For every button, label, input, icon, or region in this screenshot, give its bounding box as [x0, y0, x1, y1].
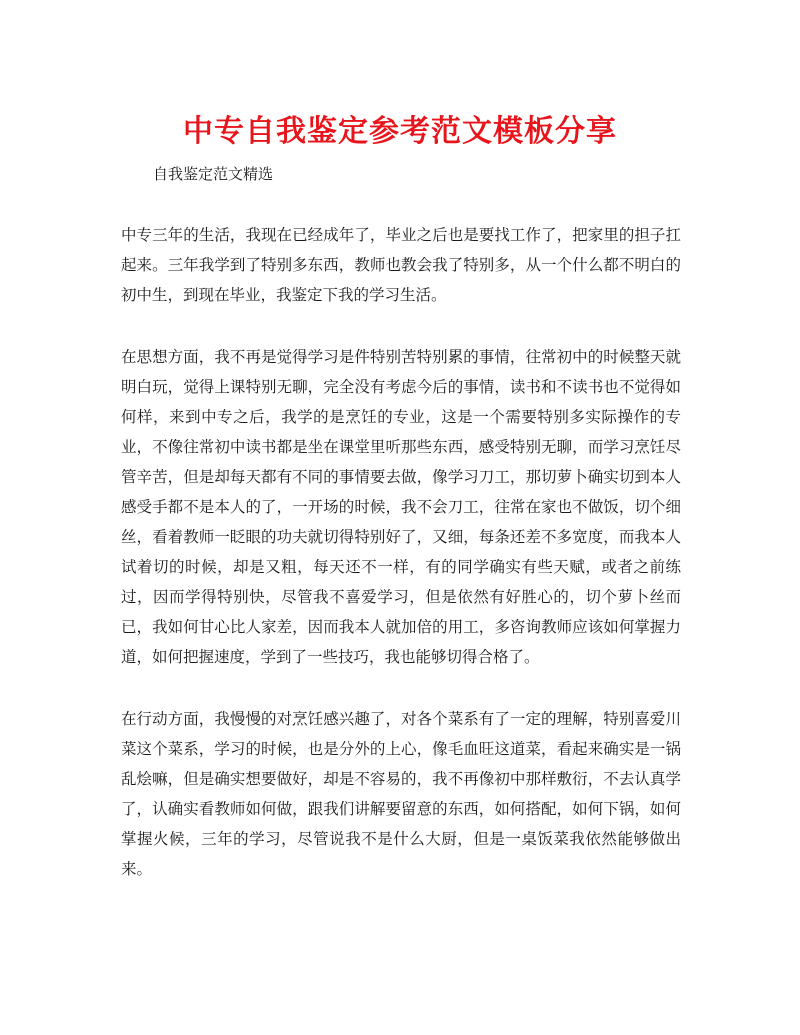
paragraph-intro: 中专三年的生活，我现在已经成年了，毕业之后也是要找工作了，把家里的担子扛起来。三年我学到了特别多东西，教师也教会我了特别多，从一个什么都不明白的初中生，到现在毕业，我鉴定下我的学习生活。 — [121, 226, 681, 304]
paragraph-action: 在行动方面，我慢慢的对烹饪感兴趣了，对各个菜系有了一定的理解，特别喜爱川菜这个菜系，学习的时候，也是分外的上心，像毛血旺这道菜，看起来确实是一锅乱烩嘛，但是确实想要做好，却是不容易的，我不再像初中那样敷衍，不去认真学了，认确实看教师如何做，跟我们讲解要留意的东西，如何搭配，如何下锅，如何掌握火候，三年的学习，尽管说我不是什么大厨，但是一桌饭菜我依然能够做出来。 — [121, 710, 681, 878]
document-body — [121, 220, 681, 916]
document-title: 中专自我鉴定参考范文模板分享 — [183, 114, 617, 149]
document-subtitle: 自我鉴定范文精选 — [153, 165, 274, 183]
paragraph-thinking: 在思想方面，我不再是觉得学习是件特别苦特别累的事情，往常初中的时候整天就明白玩，觉得上课特别无聊，完全没有考虑今后的事情，读书和不读书也不觉得如何样，来到中专之后，我学的是烹饪的专业，这是一个需要特别多实际操作的专业，不像往常初中读书都是坐在课堂里听那些东西，感受特别无聊，而学习烹饪尽管辛苦，但是却每天都有不同的事情要去做，像学习刀工，那切萝卜确实切到本人感受手都不是本人的了，一开场的时候，我不会刀工，往常在家也不做饭，切个细丝，看着教师一眨眼的功夫就切得特别好了，又细，每条还差不多宽度，而我本人试着切的时候，却是又粗，每天还不一样，有的同学确实有些天赋，或者之前练过，因而学得特别快，尽管我不喜爱学习，但是依然有好胜心的，切个萝卜丝而已，我如何甘心比人家差，因而我本人就加倍的用工，多咨询教师应该如何掌握力道，如何把握速度，学到了一些技巧，我也能够切得合格了。 — [121, 348, 681, 666]
